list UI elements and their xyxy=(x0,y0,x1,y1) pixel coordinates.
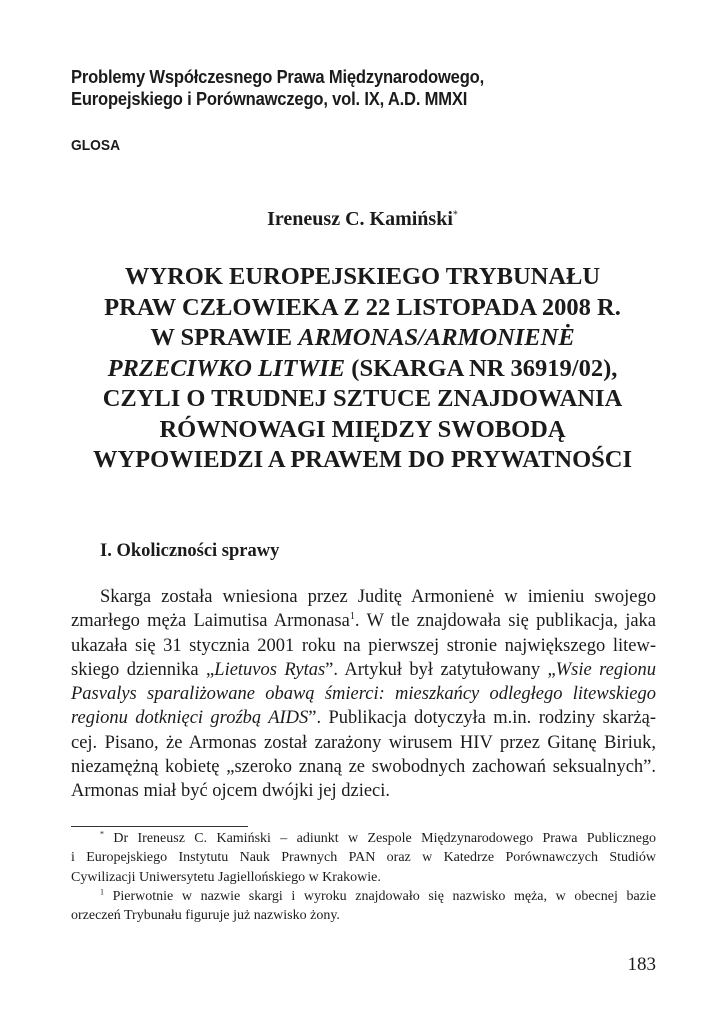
paragraph-line-5 xyxy=(71,682,656,706)
journal-header xyxy=(71,66,484,110)
paragraph-line-6 xyxy=(71,706,656,730)
title-line-3-text: W SPRAWIE xyxy=(150,324,299,351)
author-footnote-mark[interactable]: * xyxy=(452,209,458,221)
footnote-1-line-1 xyxy=(71,829,656,848)
paragraph-line-8: niezamężną kobietę „szeroko znaną ze swobodnych zachowań seksualnych”. xyxy=(71,757,656,778)
paragraph-line-9: Armonas miał być ojcem dwójki jej dzieci. xyxy=(71,781,391,802)
title-line-4 xyxy=(60,354,665,385)
paragraph-line-4-c: ”. Artykuł był zatytułowany „ xyxy=(325,659,556,680)
title-line-2: PRAW CZŁOWIEKA Z 22 LISTOPADA 2008 R. xyxy=(104,293,621,321)
footnote-1-line-3: Cywilizacji Uniwersytetu Jagiellońskiego w Krakowie. xyxy=(71,869,381,885)
footnote-divider xyxy=(71,826,248,827)
footnote-2-text-1: Pierwotnie w nazwie skargi i wyroku znajdowało się nazwisko męża, w obecnej bazie xyxy=(104,888,656,904)
footnote-2-line-2: orzeczeń Trybunału figuruje już nazwisko żony. xyxy=(71,908,340,924)
page-number: 183 xyxy=(627,954,656,975)
paragraph-line-2 xyxy=(71,609,656,633)
section-heading: I. Okoliczności sprawy xyxy=(100,541,280,561)
footnote-1-line-2: i Europejskiego Instytutu Nauk Prawnych PAN oraz w Katedrze Porównawczych Studiów xyxy=(71,850,656,866)
article-title-quote-end: regionu dotknięci groźbą AIDS xyxy=(71,708,309,729)
article-title-quote-start: Wsie regionu xyxy=(555,659,656,680)
paragraph-line-6-b: ”. Publikacja dotyczyła m.in. rodziny skarżą- xyxy=(308,708,656,729)
title-line-6: RÓWNOWAGI MIĘDZY SWOBODĄ xyxy=(159,415,566,443)
author-byline xyxy=(0,207,725,231)
title-line-3 xyxy=(60,323,665,354)
paragraph-line-4 xyxy=(71,658,656,682)
footnote-1-mark: * xyxy=(100,829,104,839)
journal-title-line-2: Europejskiego i Porównawczego, vol. IX, A.D. MMXI xyxy=(71,89,468,109)
title-line-1: WYROK EUROPEJSKIEGO TRYBUNAŁU xyxy=(124,263,601,290)
footnotes xyxy=(71,829,656,925)
footnote-ref-1[interactable]: 1 xyxy=(349,611,355,623)
paragraph-line-2-a: zmarłego męża Laimutisa Armonasa xyxy=(71,611,350,632)
section-label: GLOSA xyxy=(71,137,121,154)
footnote-1-text-1: Dr Ireneusz C. Kamiński – adiunkt w Zespole Międzynarodowego Prawa Publicznego xyxy=(104,831,656,846)
title-line-5: CZYLI O TRUDNEJ SZTUCE ZNAJDOWANIA xyxy=(102,385,623,412)
journal-title-line-1: Problemy Współczesnego Prawa Międzynarodowego, xyxy=(71,67,484,87)
footnote-2-line-1 xyxy=(71,887,656,906)
title-case-name-cont: PRZECIWKO LITWIE xyxy=(107,354,346,382)
paragraph-line-1: Skarga została wniesiona przez Juditę Armonienė w imieniu swojego xyxy=(100,587,656,607)
paragraph-line-4-a: skiego dziennika „ xyxy=(71,659,215,680)
paragraph-line-3: ukazała się 31 stycznia 2001 roku na pierwszej stronie największego litew- xyxy=(71,635,656,656)
paragraph-line-7: cej. Pisano, że Armonas został zarażony wirusem HIV przez Gitanę Biriuk, xyxy=(71,732,656,753)
article-title xyxy=(60,262,665,476)
author-name: Ireneusz C. Kamiński xyxy=(267,208,453,230)
title-line-7: WYPOWIEDZI A PRAWEM DO PRYWATNOŚCI xyxy=(92,446,633,473)
title-case-name: ARMONAS/ARMONIENĖ xyxy=(298,324,575,351)
body-paragraph xyxy=(71,585,656,804)
article-title-quote-mid: Pasvalys sparaliżowane obawą śmierci: mieszkańcy odległego litewskiego xyxy=(71,684,656,705)
newspaper-name: Lietuvos Rytas xyxy=(214,659,326,680)
footnote-2-mark: 1 xyxy=(100,887,104,897)
title-line-4-text: (SKARGA NR 36919/02), xyxy=(345,354,618,382)
paragraph-line-2-b: . W tle znajdowała się publikacja, jaka xyxy=(354,611,657,632)
